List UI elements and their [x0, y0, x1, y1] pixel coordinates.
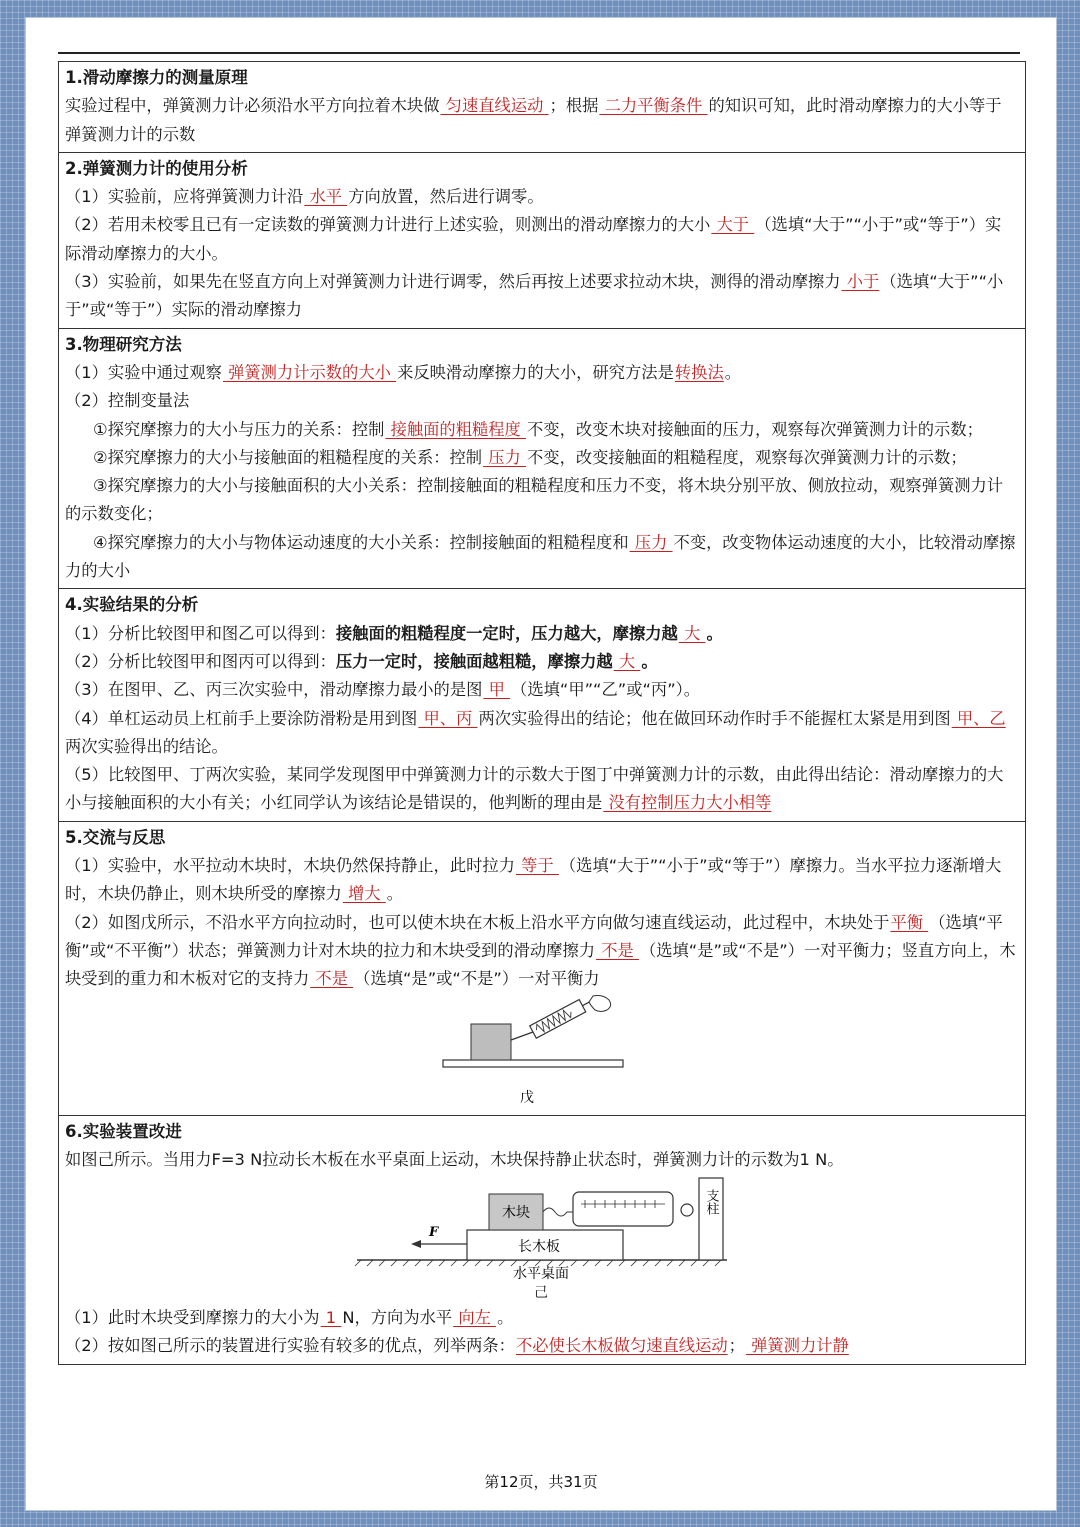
text: 。 [706, 623, 723, 643]
paragraph: ③探究摩擦力的大小与接触面积的大小关系：控制接触面的粗糙程度和压力不变，将木块分别平放、侧放拉动，观察弹簧测力计的示数变化； [65, 476, 1004, 524]
figure-wu-block [471, 1024, 511, 1060]
paragraph [65, 761, 1017, 818]
answer-blank: 大 [613, 651, 641, 671]
paragraph [65, 183, 1017, 211]
section-title: 3.物理研究方法 [65, 334, 182, 354]
paragraph [65, 444, 1017, 472]
answer-blank: 转换法 [674, 362, 724, 382]
text: （2）如图戊所示，不沿水平方向拉动时，也可以使木块在木板上沿水平方向做匀速直线运动，此过程中，木块处于 [65, 912, 890, 932]
answer-blank: 1 [320, 1308, 342, 1328]
answer-blank: 弹簧测力计示数的大小 [222, 362, 397, 382]
document-page [26, 18, 1056, 1510]
text: ④探究摩擦力的大小与物体运动速度的大小关系：控制接触面的粗糙程度和 [93, 532, 629, 552]
text: ②探究摩擦力的大小与接触面的粗糙程度的关系：控制 [93, 447, 483, 467]
answer-blank: 等于 [515, 856, 559, 876]
answer-blank: 不是 [596, 940, 639, 960]
text: （2）分析比较图甲和图丙可以得到： [65, 651, 336, 671]
paragraph: （2）控制变量法 [65, 391, 190, 411]
answer-blank: 大于 [711, 215, 755, 235]
content-table [58, 61, 1026, 1365]
answer-blank: 小于 [841, 272, 880, 292]
figure-ji-ring [681, 1204, 693, 1216]
answer-blank: 不必使长木板做匀速直线运动 [515, 1336, 728, 1356]
text: 不变，改变物体运动速度的大小，比较滑动摩擦力的大小 [65, 532, 1016, 581]
answer-blank: 压力 [483, 447, 526, 467]
figure-ji-hook [543, 1208, 573, 1216]
paragraph [65, 620, 1017, 648]
text: （3）实验前，如果先在竖直方向上对弹簧测力计进行调零，然后再按上述要求拉动木块，测得的滑动摩擦力 [65, 272, 841, 292]
answer-blank: 甲 [483, 680, 511, 700]
answer-blank: 匀速直线运动 [440, 96, 549, 116]
figure-ji-block-label: 木块 [502, 1205, 530, 1222]
text: （1）此时木块受到摩擦力的大小为 [65, 1308, 320, 1328]
bold-text: 接触面的粗糙程度一定时，压力越大，摩擦力越 [335, 623, 678, 643]
figure-ji [351, 1174, 731, 1292]
answer-blank: 水平 [304, 187, 348, 207]
answer-blank: 不是 [310, 969, 354, 989]
paragraph [65, 909, 1017, 994]
figure-ji-spring-scale [573, 1192, 673, 1226]
section-6 [59, 1116, 1025, 1364]
text: （选填“是”或“不是”）一对平衡力；竖直方向上，木块受到的重力和木板对它的支持力 [65, 940, 1016, 989]
section-2 [59, 153, 1025, 329]
figure-wu-hook [511, 1032, 533, 1040]
bold-text: 压力一定时，接触面越粗糙，摩擦力越 [335, 651, 613, 671]
paragraph [65, 92, 1017, 149]
answer-blank: 平衡 [890, 912, 929, 932]
answer-blank: 大 [678, 623, 706, 643]
text: N，方向为水平 [342, 1308, 453, 1328]
text: （2）若用未校零且已有一定读数的弹簧测力计进行上述实验，则测出的滑动摩擦力的大小 [65, 215, 711, 235]
paragraph [65, 705, 1017, 762]
text: （3）在图甲、乙、丙三次实验中，滑动摩擦力最小的是图 [65, 680, 483, 700]
paragraph [65, 1304, 1017, 1332]
figure-ji-desk-label: 水平桌面 [513, 1266, 569, 1283]
figure-ji-board-label: 长木板 [518, 1239, 560, 1256]
top-rule [58, 52, 1020, 54]
text: 不变，改变木块对接触面的压力，观察每次弹簧测力计的示数； [527, 419, 983, 439]
paragraph [65, 676, 1017, 704]
section-1 [59, 62, 1025, 153]
figure-wu [441, 994, 641, 1112]
paragraph [65, 416, 1017, 444]
page-footer: 第12页，共31页 [484, 1473, 598, 1491]
answer-blank: 向左 [453, 1308, 497, 1328]
text: 。 [386, 884, 404, 904]
answer-blank: 压力 [629, 532, 673, 552]
figure-caption: 戊 [520, 1089, 534, 1106]
text: （1）实验前，应将弹簧测力计沿 [65, 187, 304, 207]
section-title: 1.滑动摩擦力的测量原理 [65, 68, 248, 87]
text: （选填“大于”“小于”或“等于”）摩擦力。当水平拉力逐渐增大时，木块仍静止，则木块所受的摩擦力 [65, 856, 1002, 904]
text: （选填“大于”“小于”或“等于”）实际滑动摩擦力的大小。 [65, 215, 1002, 263]
paragraph [65, 529, 1017, 586]
figure-caption: 己 [534, 1285, 548, 1302]
text: （2）按如图己所示的装置进行实验有较多的优点，列举两条： [65, 1336, 515, 1356]
text: ①探究摩擦力的大小与压力的关系：控制 [93, 419, 385, 439]
answer-blank: 弹簧测力计静 [745, 1336, 849, 1356]
text: ； [728, 1336, 745, 1356]
text: 两次实验得出的结论；他在做回环动作时手不能握杠太紧是用到图 [478, 708, 951, 728]
section-title: 2.弹簧测力计的使用分析 [65, 158, 248, 178]
text: 方向放置，然后进行调零。 [348, 187, 544, 207]
figure-ji-pillar-label: 支柱 [703, 1189, 719, 1216]
text: （选填“平衡”或“不平衡”）状态；弹簧测力计对木块的拉力和木块受到的滑动摩擦力 [65, 912, 1003, 960]
text: 。 [641, 651, 658, 671]
text: （选填“甲”“乙”或“丙”）。 [511, 680, 701, 700]
paragraph: 如图己所示。当用力F=3 N拉动长木板在水平桌面上运动，木块保持静止状态时，弹簧测力计的示数为1 N。 [65, 1149, 844, 1169]
text: 来反映滑动摩擦力的大小，研究方法是 [397, 362, 674, 382]
text: （1）实验中，水平拉动木块时，木块仍然保持静止，此时拉力 [65, 856, 515, 876]
text: （选填“是”或“不是”）一对平衡力 [354, 969, 600, 989]
answer-blank: 甲、丙 [418, 708, 478, 728]
text: 。 [497, 1308, 514, 1328]
answer-blank: 没有控制压力大小相等 [603, 793, 772, 813]
section-3 [59, 329, 1025, 590]
section-title: 4.实验结果的分析 [65, 595, 199, 615]
text: （1）实验中通过观察 [65, 362, 222, 382]
section-title: 5.交流与反思 [65, 827, 166, 847]
paragraph [65, 359, 1017, 387]
text: 。 [724, 362, 742, 382]
text: （1）分析比较图甲和图乙可以得到： [65, 623, 336, 643]
answer-blank: 甲、乙 [951, 708, 1006, 728]
figure-wu-hand [589, 995, 611, 1011]
text: 两次实验得出的结论。 [65, 736, 228, 756]
paragraph [65, 211, 1017, 268]
text: （4）单杠运动员上杠前手上要涂防滑粉是用到图 [65, 708, 418, 728]
text: 不变，改变接触面的粗糙程度，观察每次弹簧测力计的示数； [527, 447, 967, 467]
text: （5）比较图甲、丁两次实验，某同学发现图甲中弹簧测力计的示数大于图丁中弹簧测力计的示数，由此得出结论：滑动摩擦力的大小与接触面积的大小有关；小红同学认为该结论是错误的，他判断的理由是 [65, 765, 1004, 813]
paragraph [65, 268, 1017, 325]
text: ；根据 [549, 96, 599, 116]
section-4 [59, 589, 1025, 821]
text: （选填“大于”“小于”或“等于”）实际的滑动摩擦力 [65, 272, 1004, 320]
figure-ji-force-label: F [429, 1225, 439, 1241]
figure-ji-arrowhead [411, 1240, 421, 1248]
paragraph [65, 648, 1017, 676]
section-title: 6.实验装置改进 [65, 1121, 182, 1141]
figure-wu-board [443, 1060, 623, 1067]
answer-blank: 二力平衡条件 [599, 96, 708, 116]
paragraph [65, 852, 1017, 909]
answer-blank: 接触面的粗糙程度 [385, 419, 526, 439]
text: 实验过程中，弹簧测力计必须沿水平方向拉着木块做 [65, 96, 440, 116]
paragraph [65, 1332, 1017, 1360]
section-5 [59, 822, 1025, 1116]
text: 的知识可知，此时滑动摩擦力的大小等于弹簧测力计的示数 [65, 96, 1002, 144]
answer-blank: 增大 [342, 884, 386, 904]
